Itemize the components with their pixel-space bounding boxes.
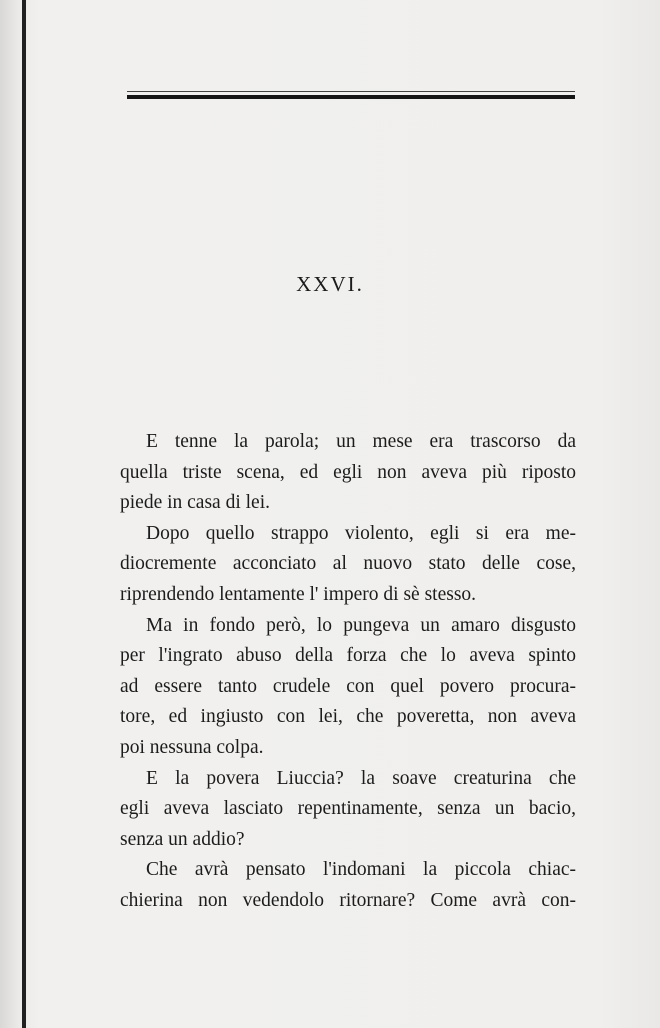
text-line: chierina non vedendolo ritornare? Come avrà con- [120, 889, 576, 911]
text-line: poi nessuna colpa. [120, 736, 264, 758]
text-line: tore, ed ingiusto con lei, che poveretta, non aveva [120, 706, 576, 728]
text-line: E la povera Liuccia? la soave creaturina che [146, 767, 576, 789]
text-line: Che avrà pensato l'indomani la piccola chiac- [146, 859, 576, 881]
text-line: quella triste scena, ed egli non aveva più riposto [120, 461, 576, 483]
text-line: Ma in fondo però, lo pungeva un amaro disgusto [146, 614, 576, 636]
header-rule-thick [127, 95, 575, 99]
text-line: E tenne la parola; un mese era trascorso da [146, 431, 576, 452]
text-line: ad essere tanto crudele con quel povero procura- [120, 675, 576, 697]
header-rule-thin [127, 91, 575, 92]
text-line: riprendendo lentamente l' impero di sè stesso. [120, 583, 477, 605]
text-line: piede in casa di lei. [120, 492, 270, 514]
chapter-heading: XXVI. [296, 272, 364, 296]
text-line: egli aveva lasciato repentinamente, senza un bacio, [120, 798, 576, 820]
binding-line [22, 0, 26, 1028]
binding-edge [0, 0, 22, 1028]
body-text [120, 427, 576, 917]
text-line: per l'ingrato abuso della forza che lo aveva spinto [120, 645, 576, 667]
text-line: Dopo quello strappo violento, egli si era me- [146, 522, 576, 544]
text-line: senza un addio? [120, 828, 245, 850]
text-line: diocremente acconciato al nuovo stato delle cose, [120, 553, 576, 575]
